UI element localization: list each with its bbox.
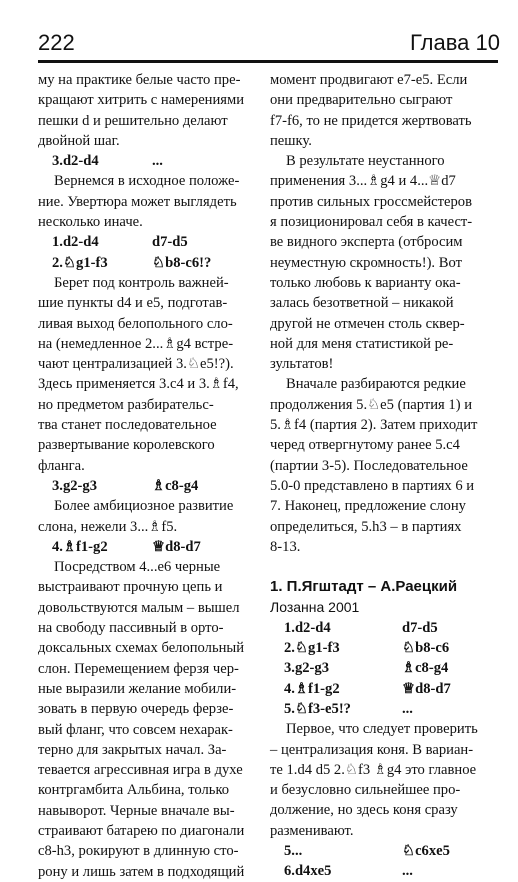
chapter-title: Глава 10 <box>409 30 500 55</box>
text-line: – централизация коня. В вариан- <box>270 741 474 758</box>
white-move: 4.♗f1-g2 <box>52 538 108 555</box>
text-line: доксальных схемах белопольный <box>38 640 245 657</box>
text-line: залась безответной – никакой <box>270 295 454 312</box>
text-line: выстраивают прочную цепь и <box>38 579 223 596</box>
text-line: определиться, 5.h3 – в партиях <box>270 518 462 535</box>
game-venue: Лозанна 2001 <box>270 599 360 616</box>
page-number: 222 <box>38 30 75 55</box>
text-line: зультатов! <box>270 356 334 373</box>
text-line: Первое, что следует проверить <box>286 721 478 738</box>
text-line: несколько иначе. <box>38 214 143 231</box>
text-line: 8-13. <box>270 538 301 555</box>
text-line: ве видного эксперта (отбросим <box>270 234 463 251</box>
text-line: терно для закрытых начал. За- <box>38 741 227 758</box>
text-line: му на практике белые часто пре- <box>38 72 241 88</box>
text-line: те 1.d4 d5 2.♘f3 ♗g4 это главное <box>270 761 477 778</box>
text-line: (партии 3-5). Последовательное <box>270 457 468 474</box>
move-line <box>270 699 492 719</box>
white-move: 5... <box>284 842 303 859</box>
text-line: ливая выход белопольного сло- <box>38 315 233 332</box>
text-line: 7. Наконец, предложение слону <box>270 498 466 515</box>
white-move: 4.♗f1-g2 <box>284 680 340 697</box>
move-line <box>38 476 256 496</box>
text-line: пешки d и решительно делают <box>38 112 228 129</box>
text-line: на (немедленное 2...♗g4 встре- <box>38 335 234 352</box>
text-line: продолжения 5.♘e5 (партия 1) и <box>270 396 473 413</box>
white-move: 2.♘g1-f3 <box>284 640 340 657</box>
white-move: 2.♘g1-f3 <box>52 254 108 271</box>
text-line: 5.0-0 представлено в партиях 6 и <box>270 477 475 494</box>
text-line: Берет под контроль важней- <box>54 274 229 291</box>
white-move: 1.d2-d4 <box>284 619 331 636</box>
white-move: 5.♘f3-e5!? <box>284 700 351 717</box>
header-rule <box>38 60 498 63</box>
text-line: другой не отмечен столь сквер- <box>270 315 465 332</box>
text-line: разменивают. <box>270 822 354 839</box>
text-line: вый фланг, что совсем нехарак- <box>38 721 233 738</box>
spacer <box>270 557 492 567</box>
black-move: d7-d5 <box>152 234 188 251</box>
move-line <box>270 638 492 658</box>
text-line: слона, нежели 3...♗f5. <box>38 518 178 535</box>
black-move: ♗c8-g4 <box>402 660 449 677</box>
text-line: зовать в первую очередь ферзе- <box>38 701 234 718</box>
text-line: но предметом разбирательс- <box>38 396 214 413</box>
black-move: ♘b8-c6!? <box>152 254 212 271</box>
black-move: ♕d8-d7 <box>152 538 201 555</box>
text-line: на свободу пассивный в орто- <box>38 620 224 637</box>
text-line: двойной шаг. <box>38 132 120 149</box>
text-line: шие пункты d4 и e5, подготав- <box>38 295 228 312</box>
text-line: и безусловно сильнейшее про- <box>270 782 461 799</box>
move-line <box>38 151 256 171</box>
text-line: ние. Увертюра может выглядеть <box>38 193 237 210</box>
text-line: развертывание королевского <box>38 437 215 454</box>
spacer <box>270 567 492 577</box>
text-line: тевается агрессивная игра в духе <box>38 762 243 779</box>
text-line: пешку. <box>270 132 312 149</box>
text-line: неуместную скромность!). Вот <box>270 254 462 271</box>
text-line: 5.♗f4 (партия 2). Затем приходит <box>270 417 478 434</box>
left-column <box>38 70 256 882</box>
text-line: черед отвергнутому ранее 5.c4 <box>270 437 460 454</box>
text-line: В результате неустанного <box>286 153 445 170</box>
text-line: навыворот. Черные вначале вы- <box>38 802 235 819</box>
text-line: ные выразили желание мобили- <box>38 680 237 697</box>
white-move: 6.d4xe5 <box>284 863 332 880</box>
white-move: 3.d2-d4 <box>52 153 99 170</box>
text-line: страивают батарею по диагонали <box>38 822 245 839</box>
black-move: ... <box>402 700 413 717</box>
text-line: ной для меня статистикой ре- <box>270 335 454 352</box>
text-line: f7-f6, то не придется жертвовать <box>270 112 472 129</box>
text-line: c8-h3, рокируют в длинную сто- <box>38 843 239 860</box>
game-title: 1. П.Ягштадт – А.Раецкий <box>270 578 458 596</box>
text-line: Здесь применяется 3.c4 и 3.♗f4, <box>38 376 239 393</box>
move-line <box>270 861 492 881</box>
text-line: тва станет последовательное <box>38 417 217 434</box>
white-move: 3.g2-g3 <box>52 477 97 494</box>
text-line: против сильных гроссмейстеров <box>270 193 472 210</box>
page-header <box>14 30 500 58</box>
move-line <box>270 841 492 861</box>
text-line: применения 3...♗g4 и 4...♕d7 <box>270 173 456 190</box>
move-line <box>38 253 256 273</box>
text-line: они предварительно сыграют <box>270 92 453 109</box>
move-line <box>38 232 256 252</box>
right-column <box>270 70 492 882</box>
white-move: 3.g2-g3 <box>284 660 329 677</box>
move-line <box>270 679 492 699</box>
text-line: момент продвигают e7-e5. Если <box>270 72 468 88</box>
black-move: ♘c6xe5 <box>402 842 450 859</box>
black-move: d7-d5 <box>402 619 438 636</box>
black-move: ... <box>402 863 413 880</box>
black-move: ♗c8-g4 <box>152 477 199 494</box>
text-line: должение, но здесь коня сразу <box>270 802 458 819</box>
text-line: только любовь к варианту ока- <box>270 274 461 291</box>
white-move: 1.d2-d4 <box>52 234 99 251</box>
text-line: Посредством 4...e6 черные <box>54 559 221 576</box>
black-move: ♕d8-d7 <box>402 680 451 697</box>
text-line: Более амбициозное развитие <box>54 498 234 515</box>
move-line <box>270 618 492 638</box>
black-move: ... <box>152 153 163 170</box>
text-line: я позиционировал себя в качест- <box>270 214 473 231</box>
text-line: довольствуются малым – вышел <box>38 599 240 616</box>
text-line: кращают хитрить с намерениями <box>38 92 245 109</box>
text-line: контргамбита Альбина, только <box>38 782 230 799</box>
move-line <box>270 658 492 678</box>
text-line: Вернемся в исходное положе- <box>54 173 240 190</box>
move-line <box>38 537 256 557</box>
text-line: рону и лишь затем в подходящий <box>38 863 245 880</box>
text-line: Вначале разбираются редкие <box>286 376 466 393</box>
text-line: слон. Перемещением ферзя чер- <box>38 660 239 677</box>
black-move: ♘b8-c6 <box>402 640 450 657</box>
text-line: фланга. <box>38 457 85 474</box>
text-line: чают централизацией 3.♘e5!?). <box>38 356 234 373</box>
